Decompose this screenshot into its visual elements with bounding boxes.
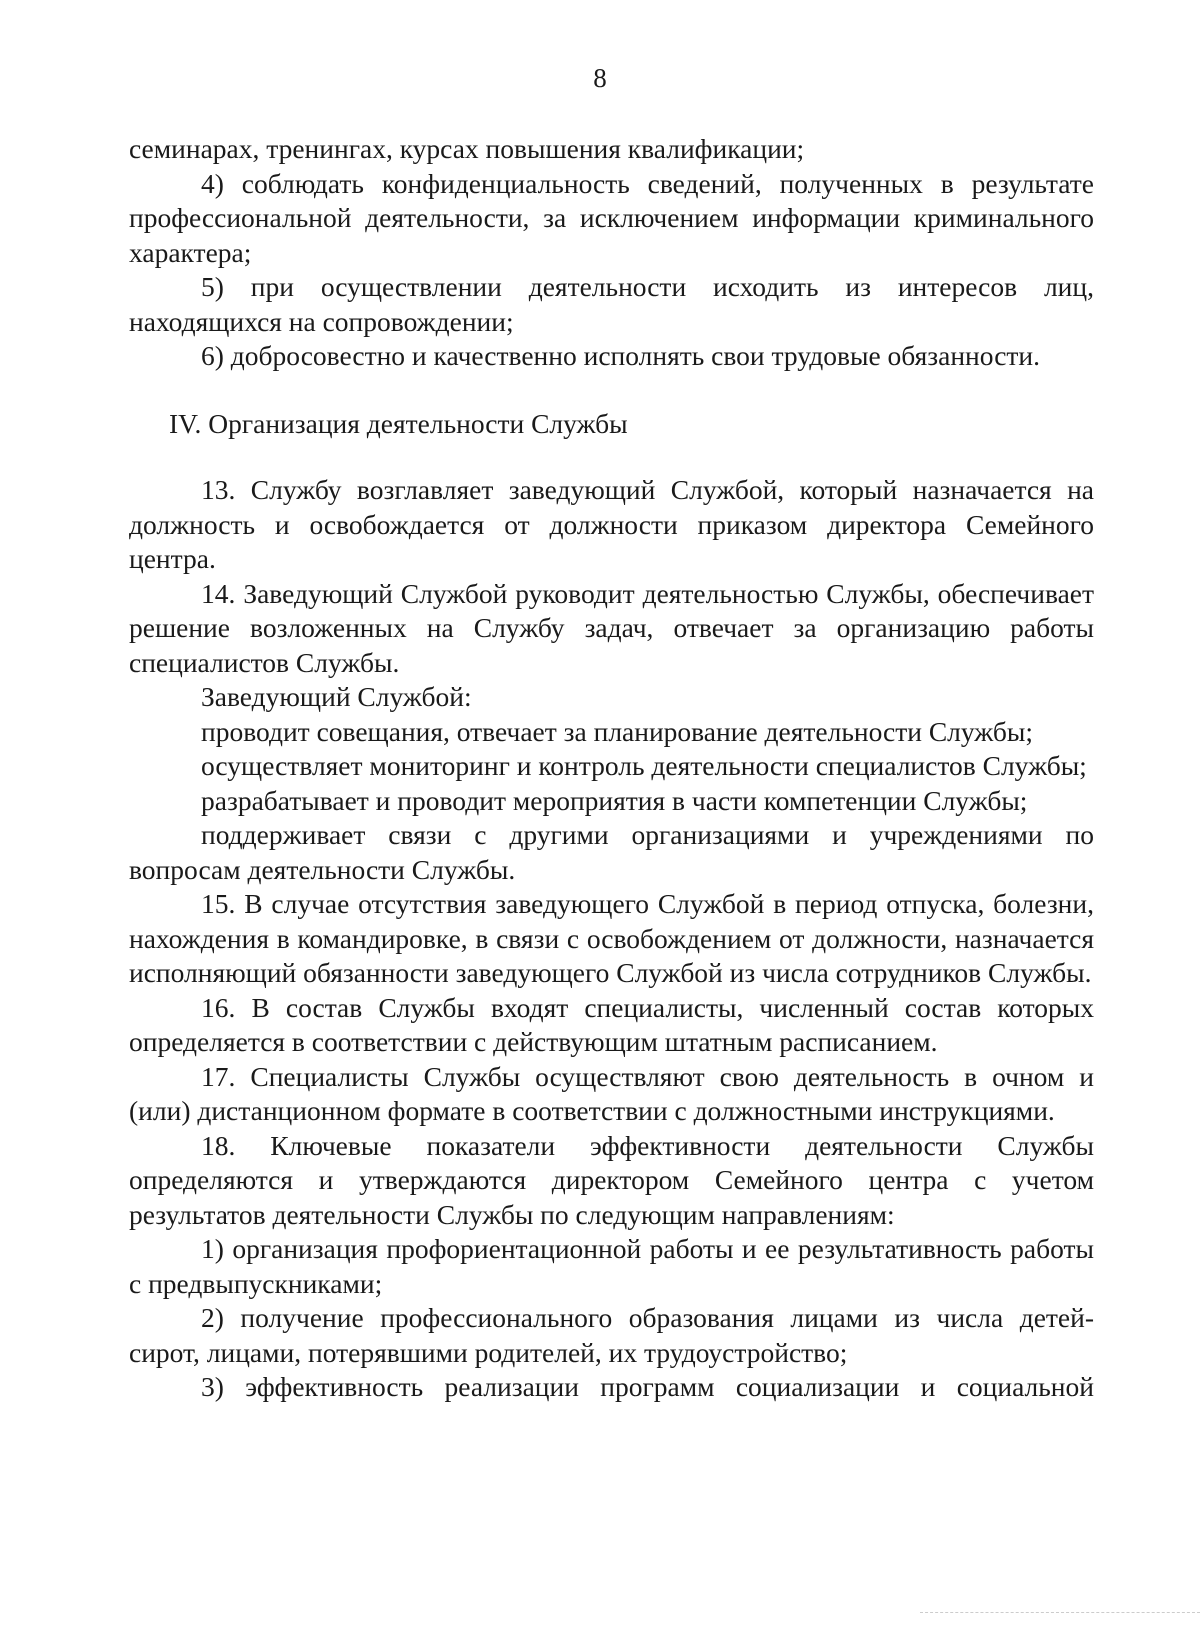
kpi-item-1: 1) организация профориентационной работы и ее результативность работы с предвыпускниками; [129,1233,1094,1299]
page-number: 8 [593,63,607,93]
head-duty-monitoring: осуществляет мониторинг и контроль деятельности специалистов Службы; [201,750,1087,781]
list-item-6: 6) добросовестно и качественно исполнять свои трудовые обязанности. [201,340,1041,371]
head-duty-relations: поддерживает связи с другими организациями и учреждениями по вопросам деятельности Службы. [129,819,1094,885]
head-duty-meetings: проводит совещания, отвечает за планирование деятельности Службы; [201,715,1034,747]
document-body [129,132,1094,1405]
clause-15: 15. В случае отсутствия заведующего Службой в период отпуска, болезни, нахождения в командировке, в связи с освобождением от должности, назначается исполняющий обязанности заведующего Службой из числа сотрудников Службы. [129,888,1094,988]
clause-17: 17. Специалисты Службы осуществляют свою деятельность в очном и (или) дистанционном формате в соответствии с должностными инструкциями. [129,1060,1094,1126]
list-item-5: 5) при осуществлении деятельности исходить из интересов лиц, находящихся на сопровождении; [129,271,1094,337]
clause-16: 16. В состав Службы входят специалисты, численный состав которых определяется в соответствии с действующим штатным расписанием. [129,991,1094,1057]
clause-18: 18. Ключевые показатели эффективности деятельности Службы определяются и утверждаются директором Семейного центра с учетом результатов деятельности Службы по следующим направлениям: [129,1129,1094,1230]
paragraph-continuation: семинарах, тренингах, курсах повышения квалификации; [129,133,805,164]
clause-13: 13. Службу возглавляет заведующий Службой, который назначается на должность и освобождается от должности приказом директора Семейного центра. [129,474,1094,574]
section-heading: IV. Организация деятельности Службы [169,407,628,439]
kpi-item-2: 2) получение профессионального образования лицами из числа детей-сирот, лицами, потерявшими родителей, их трудоустройство; [129,1302,1094,1368]
kpi-item-3: 3) эффективность реализации программ социализации и социальной [201,1371,1094,1402]
head-duty-events: разрабатывает и проводит мероприятия в части компетенции Службы; [201,784,1028,816]
clause-14: 14. Заведующий Службой руководит деятельностью Службы, обеспечивает решение возложенных на Службу задач, отвечает за организацию работы специалистов Службы. [129,577,1094,678]
list-item-4: 4) соблюдать конфиденциальность сведений, полученных в результате профессиональной деятельности, за исключением информации криминального характера; [129,167,1094,268]
head-duties-intro: Заведующий Службой: [201,681,472,712]
scan-edge-mark [920,1612,1200,1617]
